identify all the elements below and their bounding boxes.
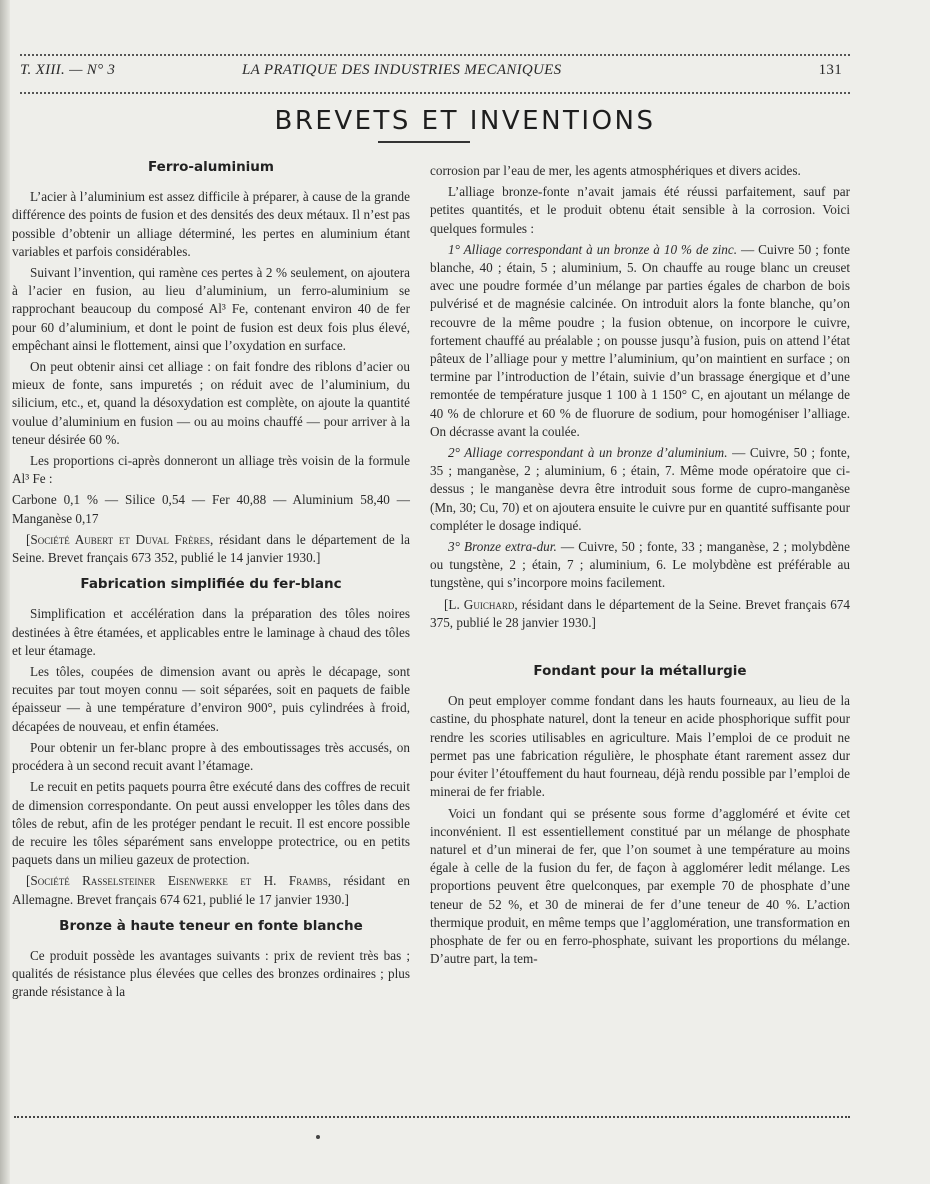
paragraph: Le recuit en petits paquets pourra être exécuté dans des coffres de recuit de dimension correspondante. On peut aussi envelopper les tôles dans des tôles de rebut, afin de les protéger pendant le recuit. Il est encore possible de recuire les tôles séparément sans enveloppe protectrice, ou en petits paquets dans un milieu gazeux de protection. [12, 779, 410, 868]
header-top-rule [20, 54, 850, 56]
volume-number: T. XIII. — N° 3 [20, 62, 116, 78]
patent-details: , résidant dans le département de la Seine. Brevet français 673 352, publié le 14 janvier 1930.] [12, 531, 410, 566]
paragraph: Voici un fondant qui se présente sous forme d’aggloméré et évite cet inconvénient. Il est essentiellement constitué par un mélange de phosphate naturel et d’un minerai de fer, que l’on soumet à une température au moins égale à celle de la fusion du fer, de façon à agglomérer ledit mélange. Les proportions peuvent être quelconques, par exemple 70 de phosphate d’une teneur de 52 %, et 30 de minerai de fer d’une teneur de 40 %. L’action thermique produit, en même temps que l’agglomération, une transformation en phosphate de fer ou en ferro-phosphate, suivant les proportions du mélange. D’autre part, la tem- [430, 805, 850, 967]
section-title-fondant: Fondant pour la métallurgie [533, 663, 747, 680]
patent-reference: [Société Aubert et Duval Frères, résidant dans le département de la Seine. Brevet français 673 352, publié le 14 janvier 1930.] [12, 531, 410, 566]
page-title: BREVETS ET INVENTIONS [274, 106, 656, 136]
paragraph: On peut obtenir ainsi cet alliage : on fait fondre des riblons d’acier ou mieux de fonte, sans impuretés ; on réduit avec de l’aluminium, du silicium, etc., et, quand la désoxydation est complète, on ajoute la quantité voulue d’aluminium en fusion — ou au moins chauffé — pour arriver à la teneur désirée 60 %. [12, 359, 410, 447]
journal-title: LA PRATIQUE DES INDUSTRIES MECANIQUES [242, 62, 562, 78]
patent-details: , résidant en Allemagne. Brevet français 674 621, publié le 17 janvier 1930.] [12, 873, 410, 907]
paragraph: L’alliage bronze-fonte n’avait jamais été réussi parfaitement, sauf par petites quantités, et le produit obtenu était sensible à la corrosion. Voici quelques formules : [430, 184, 850, 236]
header-bottom-rule [20, 92, 850, 94]
formula-1 [430, 241, 850, 441]
section-title-fer-blanc: Fabrication simplifiée du fer-blanc [80, 576, 342, 593]
page-number: 131 [818, 62, 842, 78]
composition-line: Carbone 0,1 % — Silice 0,54 — Fer 40,88 — Aluminium 58,40 — Manganèse 0,17 [12, 492, 410, 526]
patent-holder: Société Rasselsteiner Eisenwerke et H. Frambs [30, 873, 328, 889]
paragraph: Pour obtenir un fer-blanc propre à des emboutissages très accusés, on procédera à un second recuit avant l’étamage. [12, 739, 410, 774]
binding-edge [0, 0, 10, 1184]
formula-label: 1° Alliage correspondant à un bronze à 10 % de zinc. [448, 241, 738, 257]
running-header [20, 58, 850, 86]
section-title-ferro-aluminium: Ferro-aluminium [148, 159, 274, 175]
paragraph-continuation: corrosion par l’eau de mer, les agents atmosphériques et divers acides. [430, 163, 801, 178]
formula-text: — Cuivre, 50 ; fonte, 35 ; manganèse, 2 ; aluminium, 6 ; étain, 7. Même mode opératoire que ci-dessus ; le manganèse devra être introduit sous forme de cupro-manganèse (Mn, 30; Cu, 70) et on ajoutera ensuite le cuivre pur en quantité suffisante pour compléter le dosage indiqué. [430, 445, 850, 533]
formula-text: — Cuivre, 50 ; fonte, 33 ; manganèse, 2 ; molybdène ou tungstène, 2 ; étain, 7 ; aluminium, 6. Le molybdène est préférable au tungstène, qui s’incorpore moins facilement. [430, 539, 850, 591]
print-speck [316, 1135, 320, 1139]
paragraph: Simplification et accélération dans la préparation des tôles noires destinées à être étamées, et applicables entre le laminage à chaud des tôles et leur étamage. [12, 606, 410, 658]
paragraph: On peut employer comme fondant dans les hauts fourneaux, au lieu de la castine, du phosphate naturel, dont la teneur en acide phosphorique suffit pour rendre les scories utilisables en agriculture. Mais l’emploi de ce produit ne permet pas une fabrication régulière, le phosphate étant rarement assez dur pour éviter l’étouffement du haut fourneau, déjà rendu possible par l’emploi de minerai de fer friable. [430, 693, 850, 800]
paragraph: L’acier à l’aluminium est assez difficile à préparer, à cause de la grande différence des points de fusion et des densités des deux métaux. Il n’est pas possible d’obtenir un alliage déterminé, les pertes en aluminium étant variables et parfois considérables. [12, 189, 410, 259]
paragraph: Les proportions ci-après donneront un alliage très voisin de la formule Al³ Fe : [12, 453, 410, 487]
formula-label: 2° Alliage correspondant à un bronze d’aluminium. [448, 445, 728, 461]
patent-holder: Société Aubert et Duval Frères [30, 531, 210, 547]
left-column [12, 156, 410, 1005]
patent-details: , résidant dans le département de la Seine. Brevet français 674 375, publié le 28 janvier 1930.] [430, 596, 850, 630]
paragraph: Ce produit possède les avantages suivants : prix de revient très bas ; qualités de résistance plus élevées que celles des bronzes ordinaires ; plus grande résistance à la [12, 947, 410, 1000]
section-title-bronze: Bronze à haute teneur en fonte blanche [59, 917, 363, 934]
paragraph: Les tôles, coupées de dimension avant ou après le décapage, sont recuites par tout moyen connu — soit séparées, soit en paquets de faible épaisseur — à une température d’environ 900°, puis cylindrées à froid, décapées de nouveau, et enfin étamées. [12, 664, 410, 734]
formula-label: 3° Bronze extra-dur. [448, 539, 557, 555]
paragraph: Suivant l’invention, qui ramène ces pertes à 2 % seulement, on ajoutera à l’acier en fusion, au lieu d’aluminium, un ferro-aluminium se rapprochant beaucoup du composé Al³ Fe, contenant environ 40 de fer pour 60 d’aluminium, et dont le point de fusion est deux fois plus élevé, empêchant ainsi le flottement, ainsi que l’oxydation en surface. [12, 265, 410, 353]
formula-text: — Cuivre 50 ; fonte blanche, 40 ; étain, 5 ; aluminium, 5. On chauffe au rouge blanc un creuset avec une poudre formée d’un mélange par parties égales de charbon de bois pulvérisé et de magnésie calcinée. On introduit alors la fonte blanche, qu’on recouvre de la même poudre ; la fusion obtenue, on incorpore le cuivre, fortement chauffé au préalable ; on pousse jusqu’à fusion, puis on attend l’état pâteux de l’alliage pour y mettre l’aluminium, qu’on maintient en surface ; on termine par l’introduction de l’étain, suivie d’un brassage énergique et d’une remontée de température jusque 1 100 à 1 150° C, en ajoutant un mélange de 40 % de chlorure et 60 % de fluorure de sodium, pour homogéniser l’alliage. On décrasse avant la coulée. [430, 241, 851, 439]
patent-reference: [L. Guichard, résidant dans le département de la Seine. Brevet français 674 375, publié le 28 janvier 1930.] [430, 596, 850, 630]
patent-reference: [Société Rasselsteiner Eisenwerke et H. Frambs, résidant en Allemagne. Brevet français 674 621, publié le 17 janvier 1930.] [12, 873, 410, 907]
right-column [430, 162, 850, 971]
footer-rule [14, 1116, 850, 1118]
formula-2 [430, 444, 850, 535]
title-underline [378, 141, 470, 143]
formula-3 [430, 538, 850, 593]
patent-holder: L. Guichard [448, 596, 515, 612]
